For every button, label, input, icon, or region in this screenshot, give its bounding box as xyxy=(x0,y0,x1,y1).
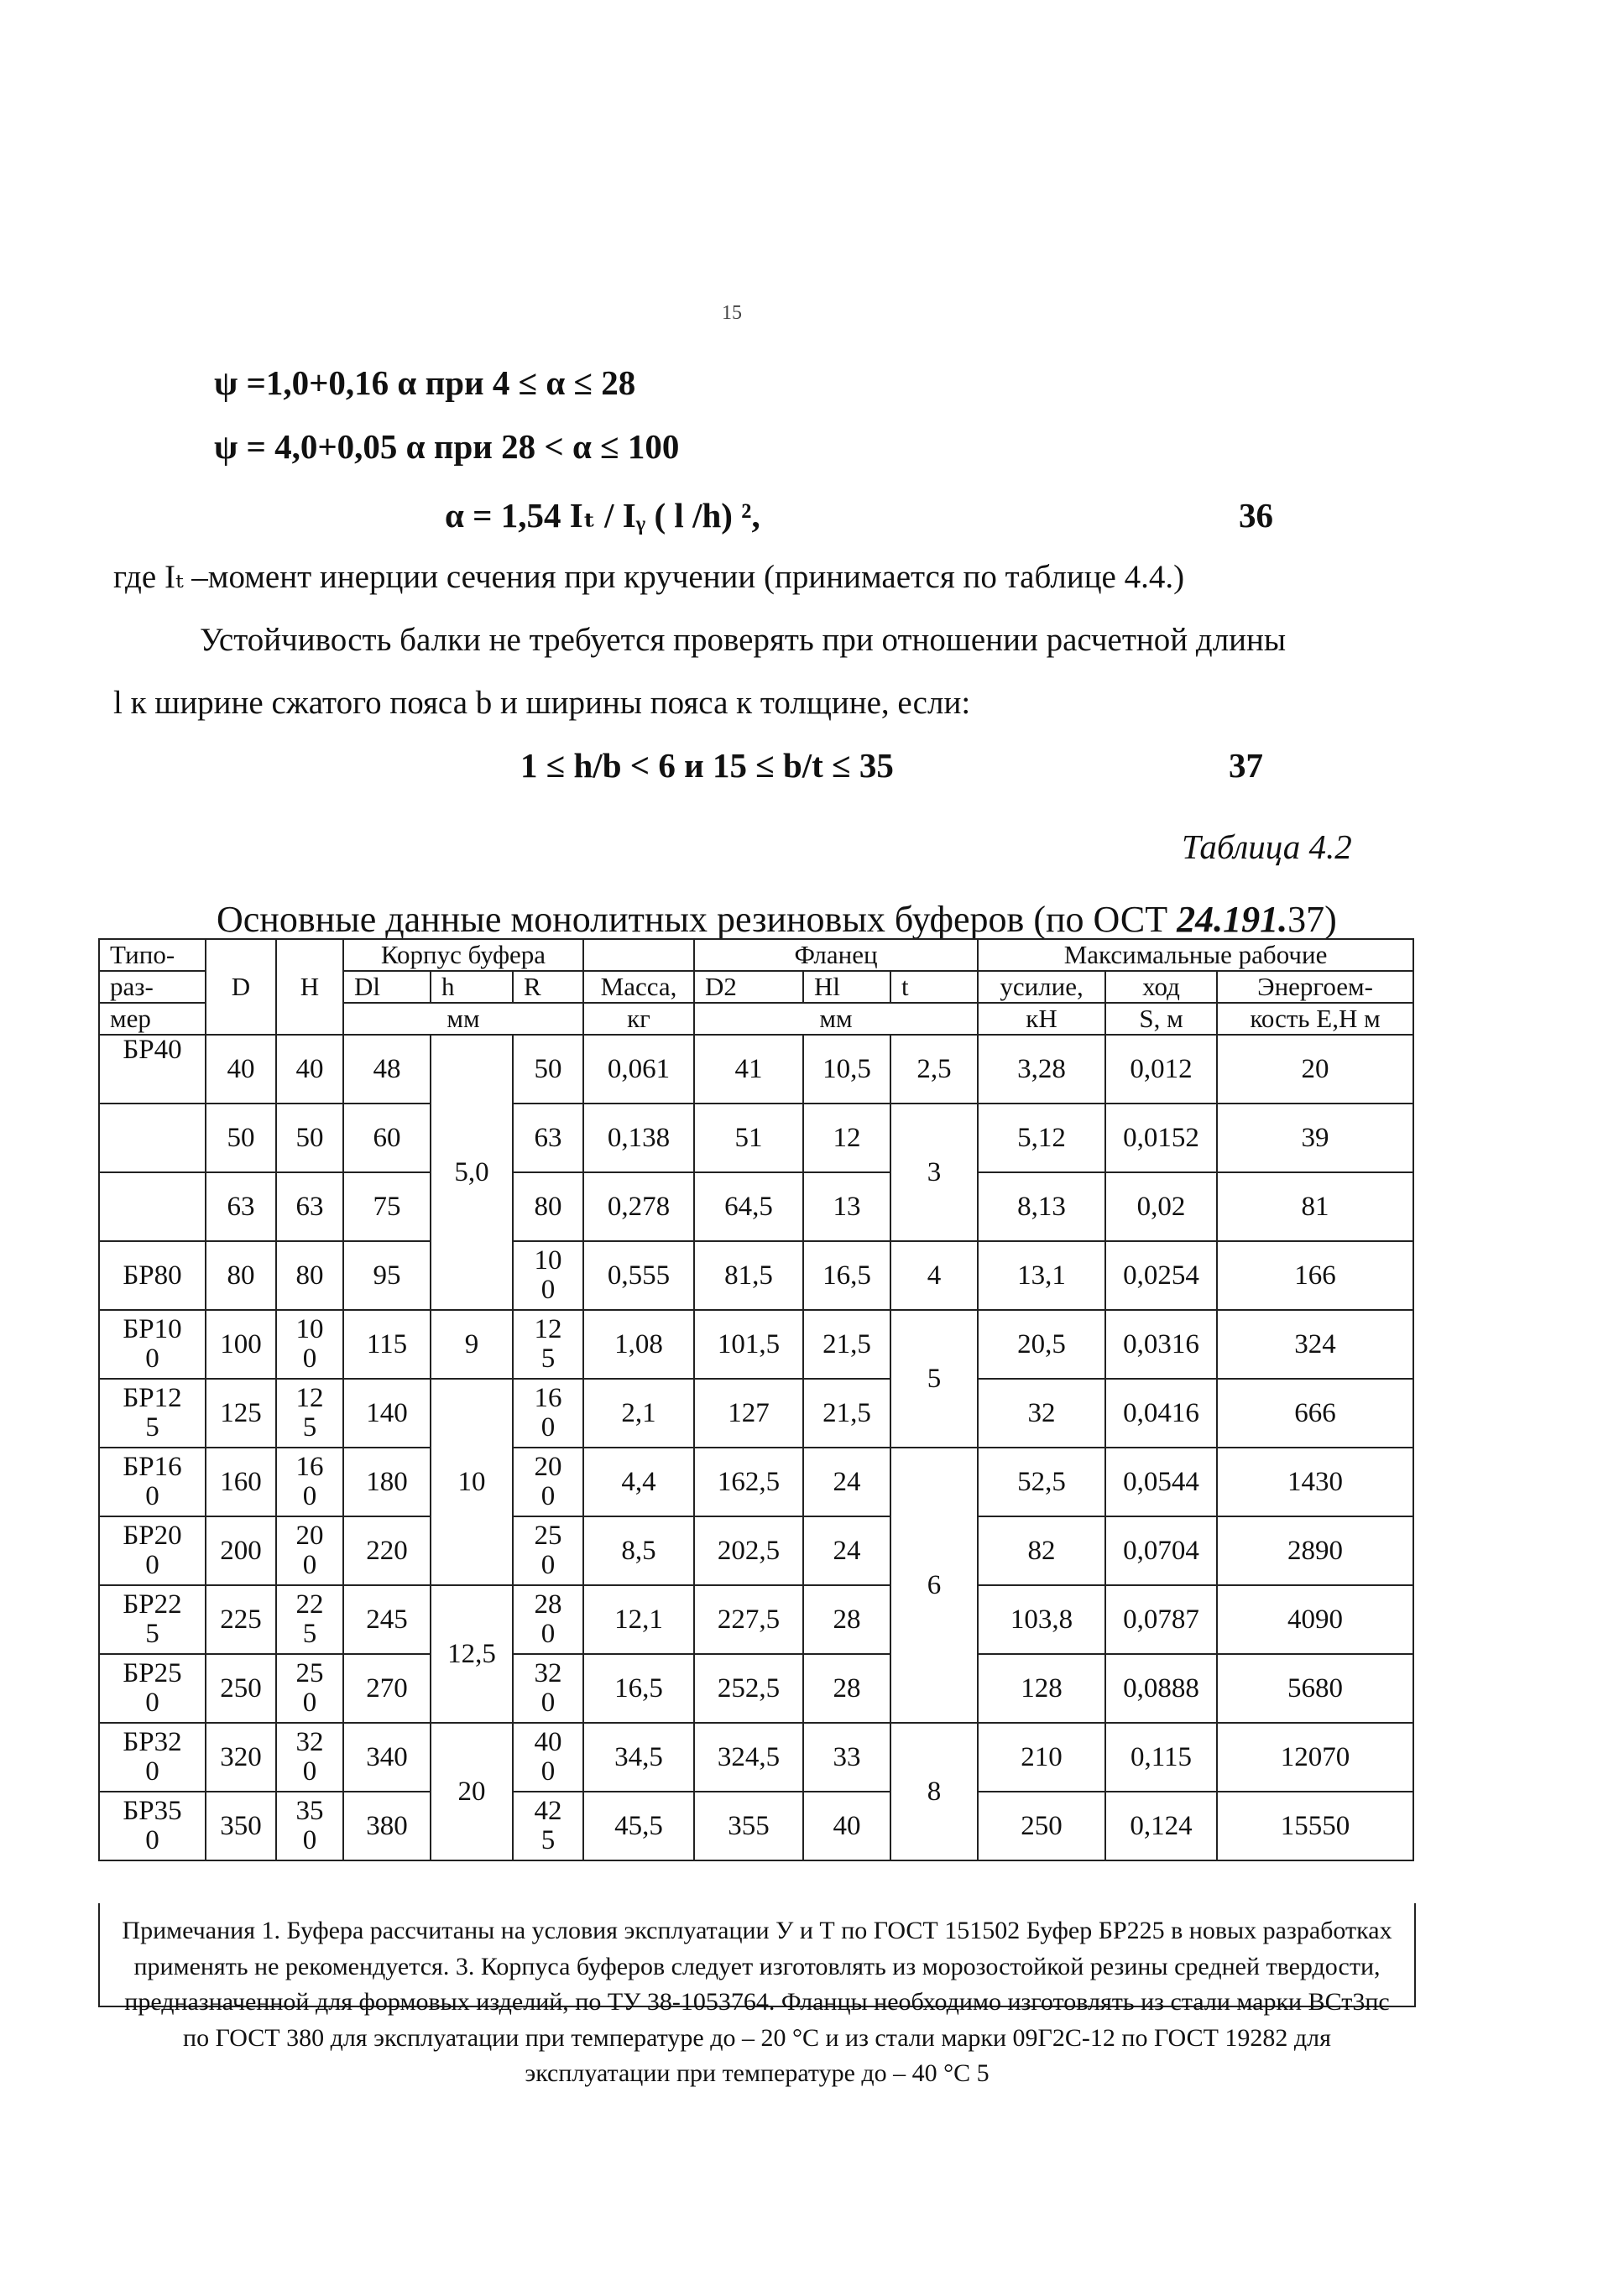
col-mass-header-1: Масса, xyxy=(583,971,694,1003)
cell-mass: 2,1 xyxy=(583,1379,694,1448)
cell-force: 8,13 xyxy=(978,1172,1105,1241)
col-D-header: D xyxy=(206,939,276,1035)
cell-energy: 666 xyxy=(1217,1379,1413,1448)
cell-H1: 21,5 xyxy=(803,1310,890,1379)
cell-force: 52,5 xyxy=(978,1448,1105,1516)
cell-H1: 33 xyxy=(803,1723,890,1792)
cell-H1: 12 xyxy=(803,1104,890,1172)
stability-condition: 1 ≤ h/b < 6 и 15 ≤ b/t ≤ 35 xyxy=(520,746,894,785)
cell-H: 32 0 xyxy=(276,1723,343,1792)
table-notes xyxy=(98,1903,1416,2088)
cell-h-merged: 10 xyxy=(431,1379,513,1585)
cell-h: 9 xyxy=(431,1310,513,1379)
cell-D: 125 xyxy=(206,1379,276,1448)
cell-R: 10 0 xyxy=(513,1241,583,1310)
cell-H1: 28 xyxy=(803,1585,890,1654)
col-H-header: H xyxy=(276,939,343,1035)
cell-R: 16 0 xyxy=(513,1379,583,1448)
cell-D2: 81,5 xyxy=(694,1241,803,1310)
col-type-header-2: раз- xyxy=(99,971,206,1003)
cell-D1: 180 xyxy=(343,1448,431,1516)
cell-D1: 340 xyxy=(343,1723,431,1792)
cell-H: 50 xyxy=(276,1104,343,1172)
cell-energy: 15550 xyxy=(1217,1792,1413,1860)
cell-stroke: 0,0316 xyxy=(1105,1310,1217,1379)
flange-group-header: Фланец xyxy=(694,939,978,971)
cell-H: 16 0 xyxy=(276,1448,343,1516)
cell-H: 22 5 xyxy=(276,1585,343,1654)
cell-D: 80 xyxy=(206,1241,276,1310)
cell-type: БР16 0 xyxy=(99,1448,206,1516)
cell-D1: 48 xyxy=(343,1035,431,1104)
col-stroke-header-1: ход xyxy=(1105,971,1217,1003)
equation-number-37: 37 xyxy=(1229,746,1263,785)
col-R-header: R xyxy=(513,971,583,1003)
cell-H: 12 5 xyxy=(276,1379,343,1448)
formula-alpha: α = 1,54 Iₜ / Iᵧ ( l /h) ², xyxy=(445,496,760,535)
cell-force: 103,8 xyxy=(978,1585,1105,1654)
table-row xyxy=(99,1723,1413,1792)
col-t-header: t xyxy=(890,971,978,1003)
cell-H: 10 0 xyxy=(276,1310,343,1379)
cell-D: 225 xyxy=(206,1585,276,1654)
cell-D: 350 xyxy=(206,1792,276,1860)
cell-D2: 162,5 xyxy=(694,1448,803,1516)
cell-stroke: 0,0888 xyxy=(1105,1654,1217,1723)
formula-psi-low: ψ =1,0+0,16 α при 4 ≤ α ≤ 28 xyxy=(214,363,636,402)
max-group-header: Максимальные рабочие xyxy=(978,939,1413,971)
cell-type: БР40 xyxy=(99,1035,206,1104)
cell-energy: 1430 xyxy=(1217,1448,1413,1516)
cell-type xyxy=(99,1104,206,1172)
cell-energy: 39 xyxy=(1217,1104,1413,1172)
cell-stroke: 0,0152 xyxy=(1105,1104,1217,1172)
cell-type: БР10 0 xyxy=(99,1310,206,1379)
cell-R: 20 0 xyxy=(513,1448,583,1516)
cell-t-merged: 8 xyxy=(890,1723,978,1860)
cell-mass: 1,08 xyxy=(583,1310,694,1379)
cell-t-merged: 5 xyxy=(890,1310,978,1448)
cell-R: 32 0 xyxy=(513,1654,583,1723)
table-row xyxy=(99,1585,1413,1654)
cell-D2: 202,5 xyxy=(694,1516,803,1585)
cell-D: 320 xyxy=(206,1723,276,1792)
cell-H: 40 xyxy=(276,1035,343,1104)
cell-energy: 4090 xyxy=(1217,1585,1413,1654)
cell-H1: 13 xyxy=(803,1172,890,1241)
cell-D: 40 xyxy=(206,1035,276,1104)
cell-stroke: 0,012 xyxy=(1105,1035,1217,1104)
cell-t: 4 xyxy=(890,1241,978,1310)
cell-stroke: 0,0544 xyxy=(1105,1448,1217,1516)
cell-D2: 252,5 xyxy=(694,1654,803,1723)
table-row xyxy=(99,1310,1413,1379)
cell-stroke: 0,0787 xyxy=(1105,1585,1217,1654)
table-row xyxy=(99,1516,1413,1585)
table-row xyxy=(99,1448,1413,1516)
cell-D: 50 xyxy=(206,1104,276,1172)
cell-type: БР35 0 xyxy=(99,1792,206,1860)
cell-energy: 81 xyxy=(1217,1172,1413,1241)
cell-mass: 16,5 xyxy=(583,1654,694,1723)
cell-D2: 355 xyxy=(694,1792,803,1860)
table-caption: Таблица 4.2 xyxy=(1182,827,1352,866)
formula-psi-high: ψ = 4,0+0,05 α при 28 < α ≤ 100 xyxy=(214,427,680,466)
cell-D2: 51 xyxy=(694,1104,803,1172)
cell-H: 20 0 xyxy=(276,1516,343,1585)
table-row xyxy=(99,1792,1413,1860)
cell-D: 200 xyxy=(206,1516,276,1585)
cell-type: БР20 0 xyxy=(99,1516,206,1585)
buffer-data-table xyxy=(98,938,1414,1861)
notes-text: Примечания 1. Буфера рассчитаны на условия эксплуатации У и Т по ГОСТ 151502 Буфер БР225 в новых разработках применять не рекомендуется. 3. Корпуса буферов следует изготовлять из морозостойкой резины средней твердости, предназначенной для формовых изделий, по ТУ 38-1053764. Фланцы необходимо изготовлять из стали марки ВСт3пс по ГОСТ 380 для эксплуатации при температуре до – 20 °С и из стали марки 09Г2С-12 по ГОСТ 19282 для эксплуатации при температуре до – 40 °С 5 xyxy=(122,1917,1392,2088)
cell-energy: 324 xyxy=(1217,1310,1413,1379)
col-force-header-1: усилие, xyxy=(978,971,1105,1003)
col-energy-header-2: кость E,H м xyxy=(1217,1003,1413,1035)
cell-force: 128 xyxy=(978,1654,1105,1723)
cell-H: 80 xyxy=(276,1241,343,1310)
cell-force: 210 xyxy=(978,1723,1105,1792)
cell-H1: 24 xyxy=(803,1516,890,1585)
cell-H1: 10,5 xyxy=(803,1035,890,1104)
col-mass-header-2: кг xyxy=(583,1003,694,1035)
cell-mass: 8,5 xyxy=(583,1516,694,1585)
cell-mass: 12,1 xyxy=(583,1585,694,1654)
cell-stroke: 0,0704 xyxy=(1105,1516,1217,1585)
cell-type: БР80 xyxy=(99,1241,206,1310)
cell-h-merged: 20 xyxy=(431,1723,513,1860)
cell-H: 63 xyxy=(276,1172,343,1241)
col-type-header-1: Типо- xyxy=(99,939,206,971)
cell-D2: 227,5 xyxy=(694,1585,803,1654)
table-row xyxy=(99,1035,1413,1104)
col-h-header: h xyxy=(431,971,513,1003)
cell-R: 28 0 xyxy=(513,1585,583,1654)
cell-H: 25 0 xyxy=(276,1654,343,1723)
cell-D1: 95 xyxy=(343,1241,431,1310)
flange-unit-header: мм xyxy=(694,1003,978,1035)
col-energy-header-1: Энергоем- xyxy=(1217,971,1413,1003)
cell-mass: 45,5 xyxy=(583,1792,694,1860)
stability-text-line1: Устойчивость балки не требуется проверять при отношении расчетной длины xyxy=(200,622,1287,658)
table-row xyxy=(99,1241,1413,1310)
cell-type: БР22 5 xyxy=(99,1585,206,1654)
cell-type: БР12 5 xyxy=(99,1379,206,1448)
cell-type: БР25 0 xyxy=(99,1654,206,1723)
cell-D2: 324,5 xyxy=(694,1723,803,1792)
body-unit-header: мм xyxy=(343,1003,583,1035)
cell-mass: 34,5 xyxy=(583,1723,694,1792)
cell-R: 80 xyxy=(513,1172,583,1241)
cell-D1: 75 xyxy=(343,1172,431,1241)
cell-H1: 40 xyxy=(803,1792,890,1860)
cell-D: 63 xyxy=(206,1172,276,1241)
cell-D1: 115 xyxy=(343,1310,431,1379)
cell-force: 82 xyxy=(978,1516,1105,1585)
cell-mass: 0,278 xyxy=(583,1172,694,1241)
cell-R: 40 0 xyxy=(513,1723,583,1792)
page-number: 15 xyxy=(722,302,742,324)
cell-mass: 0,061 xyxy=(583,1035,694,1104)
cell-force: 32 xyxy=(978,1379,1105,1448)
body-group-header: Корпус буфера xyxy=(343,939,583,971)
table-title-prefix: Основные данные монолитных резиновых буферов (по ОСТ xyxy=(217,899,1178,940)
cell-energy: 20 xyxy=(1217,1035,1413,1104)
cell-mass: 0,138 xyxy=(583,1104,694,1172)
cell-energy: 166 xyxy=(1217,1241,1413,1310)
cell-stroke: 0,124 xyxy=(1105,1792,1217,1860)
cell-force: 250 xyxy=(978,1792,1105,1860)
cell-D1: 245 xyxy=(343,1585,431,1654)
cell-H1: 16,5 xyxy=(803,1241,890,1310)
table-title-ost: 24.191. xyxy=(1177,899,1288,940)
cell-D2: 41 xyxy=(694,1035,803,1104)
cell-D2: 64,5 xyxy=(694,1172,803,1241)
cell-energy: 12070 xyxy=(1217,1723,1413,1792)
col-H1-header: Hl xyxy=(803,971,890,1003)
header-row-1 xyxy=(99,939,1413,971)
cell-force: 13,1 xyxy=(978,1241,1105,1310)
cell-t-merged: 6 xyxy=(890,1448,978,1723)
table-row xyxy=(99,1379,1413,1448)
cell-force: 5,12 xyxy=(978,1104,1105,1172)
equation-number-36: 36 xyxy=(1239,496,1273,535)
table-title-suffix: 37) xyxy=(1287,899,1337,940)
col-D2-header: D2 xyxy=(694,971,803,1003)
cell-D1: 140 xyxy=(343,1379,431,1448)
cell-D: 100 xyxy=(206,1310,276,1379)
cell-mass: 0,555 xyxy=(583,1241,694,1310)
cell-H: 35 0 xyxy=(276,1792,343,1860)
col-stroke-header-2: S, м xyxy=(1105,1003,1217,1035)
cell-D2: 101,5 xyxy=(694,1310,803,1379)
cell-stroke: 0,02 xyxy=(1105,1172,1217,1241)
cell-mass: 4,4 xyxy=(583,1448,694,1516)
cell-D1: 380 xyxy=(343,1792,431,1860)
cell-energy: 5680 xyxy=(1217,1654,1413,1723)
mass-header-top xyxy=(583,939,694,971)
cell-t: 2,5 xyxy=(890,1035,978,1104)
cell-stroke: 0,0254 xyxy=(1105,1241,1217,1310)
cell-energy: 2890 xyxy=(1217,1516,1413,1585)
cell-R: 50 xyxy=(513,1035,583,1104)
table-row xyxy=(99,1172,1413,1241)
cell-D: 160 xyxy=(206,1448,276,1516)
cell-H1: 24 xyxy=(803,1448,890,1516)
cell-D1: 270 xyxy=(343,1654,431,1723)
cell-stroke: 0,0416 xyxy=(1105,1379,1217,1448)
cell-type: БР32 0 xyxy=(99,1723,206,1792)
cell-type xyxy=(99,1172,206,1241)
cell-t-merged: 3 xyxy=(890,1104,978,1241)
cell-H1: 28 xyxy=(803,1654,890,1723)
cell-D: 250 xyxy=(206,1654,276,1723)
table-row xyxy=(99,1104,1413,1172)
cell-force: 20,5 xyxy=(978,1310,1105,1379)
col-force-header-2: кН xyxy=(978,1003,1105,1035)
where-definition: где Iₜ –момент инерции сечения при кручении (принимается по таблице 4.4.) xyxy=(113,559,1185,595)
cell-D1: 220 xyxy=(343,1516,431,1585)
cell-stroke: 0,115 xyxy=(1105,1723,1217,1792)
cell-R: 63 xyxy=(513,1104,583,1172)
cell-R: 25 0 xyxy=(513,1516,583,1585)
col-type-header-3: мер xyxy=(99,1003,206,1035)
cell-R: 42 5 xyxy=(513,1792,583,1860)
table-title xyxy=(217,898,1337,941)
stability-text-line2: l к ширине сжатого пояса b и ширины пояса к толщине, если: xyxy=(113,685,971,721)
col-D1-header: Dl xyxy=(343,971,431,1003)
table-row xyxy=(99,1654,1413,1723)
cell-D1: 60 xyxy=(343,1104,431,1172)
cell-D2: 127 xyxy=(694,1379,803,1448)
cell-h-merged: 12,5 xyxy=(431,1585,513,1723)
cell-R: 12 5 xyxy=(513,1310,583,1379)
cell-h-merged: 5,0 xyxy=(431,1035,513,1310)
cell-force: 3,28 xyxy=(978,1035,1105,1104)
cell-H1: 21,5 xyxy=(803,1379,890,1448)
